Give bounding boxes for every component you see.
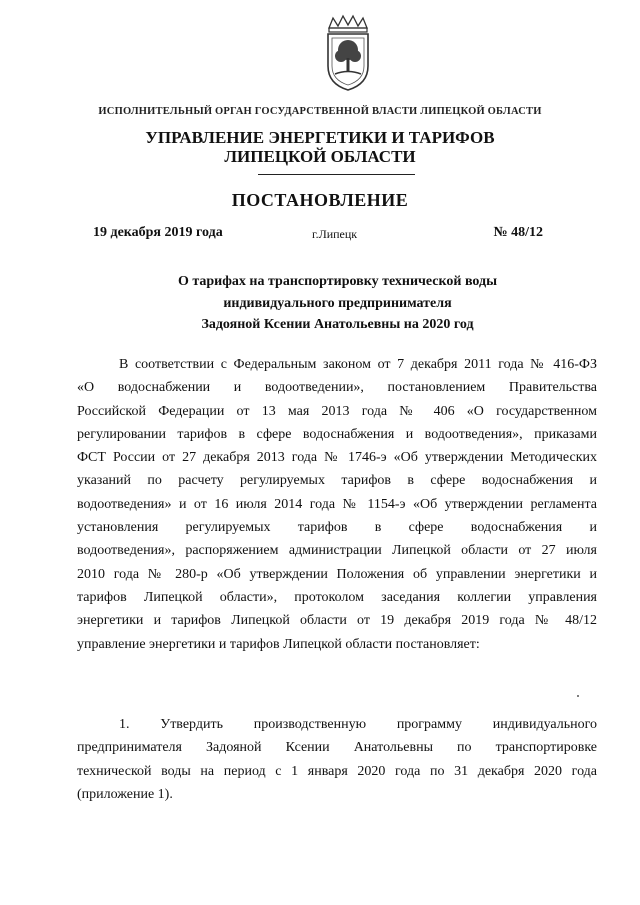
paragraph-line: В соответствии с Федеральным законом от 7 декабря 2011 года № 416-ФЗ <box>119 357 597 372</box>
paragraph-line: 2010 года № 280-р «Об утверждении Положения об управлении энергетики и <box>77 566 597 582</box>
agency-name <box>0 128 640 166</box>
paragraph-line: управление энергетики и тарифов Липецкой области постановляет: <box>77 636 480 652</box>
document-number: № 48/12 <box>493 225 543 240</box>
paragraph-line: тарифов Липецкой области», протоколом заседания коллегии управления <box>77 589 597 605</box>
document-title <box>0 271 640 336</box>
paragraph-line: «О водоснабжении и водоотведении», постановлением Правительства <box>77 380 597 396</box>
agency-name-line: УПРАВЛЕНИЕ ЭНЕРГЕТИКИ И ТАРИФОВ <box>145 128 495 147</box>
resolution-item-1 <box>77 713 597 806</box>
paragraph-line: Российской Федерации от 13 мая 2013 года № 406 «О государственном <box>77 403 597 419</box>
title-line: индивидуального предпринимателя <box>223 295 452 311</box>
document-city: г.Липецк <box>312 227 358 241</box>
agency-name-line: ЛИПЕЦКОЙ ОБЛАСТИ <box>224 147 416 166</box>
preamble-paragraph <box>77 353 597 656</box>
paragraph-line: указаний по расчету регулируемых тарифов в сфере водоснабжения и <box>77 473 597 489</box>
paragraph-line: ФСТ России от 27 декабря 2013 года № 1746-э «Об утверждении Методических <box>77 450 597 466</box>
paragraph-line: водоотведения», распоряжением администрации Липецкой области от 27 июля <box>77 543 597 559</box>
document-date: 19 декабря 2019 года <box>93 225 223 240</box>
paragraph-line: регулировании тарифов в сфере водоснабжения и водоотведения», приказами <box>77 426 597 442</box>
paragraph-line: установления регулируемых тарифов в сфере водоснабжения и <box>77 520 597 536</box>
paragraph-line: энергетики и тарифов Липецкой области от 19 декабря 2019 года № 48/12 <box>77 613 597 629</box>
paragraph-line: 1. Утвердить производственную программу индивидуального <box>119 717 597 732</box>
paragraph-line: технической воды на период с 1 января 2020 года по 31 декабря 2020 года <box>77 763 597 779</box>
paragraph-line: водоотведения» и от 16 июля 2014 года № 1154-э «Об утверждении регламента <box>77 496 597 512</box>
issuing-authority: ИСПОЛНИТЕЛЬНЫЙ ОРГАН ГОСУДАРСТВЕННОЙ ВЛАСТИ ЛИПЕЦКОЙ ОБЛАСТИ <box>98 106 542 117</box>
document-type: ПОСТАНОВЛЕНИЕ <box>231 190 409 210</box>
paragraph-line: (приложение 1). <box>77 786 173 802</box>
header-divider <box>258 174 415 175</box>
lipetsk-coat-of-arms-icon <box>323 14 373 92</box>
paragraph-line: предпринимателя Задояной Ксении Анатольевны по транспортировке <box>77 740 597 756</box>
scan-speck <box>577 695 579 697</box>
title-line: Задояной Ксении Анатольевны на 2020 год <box>201 317 474 332</box>
title-line: О тарифах на транспортировку технической воды <box>177 274 498 289</box>
